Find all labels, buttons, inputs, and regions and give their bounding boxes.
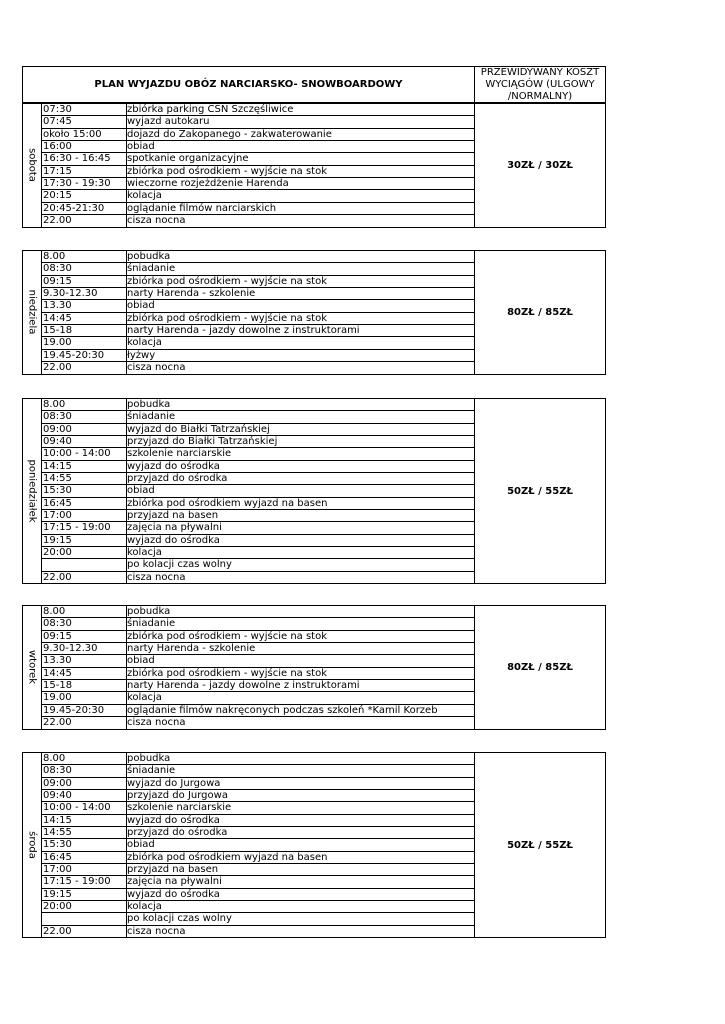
time-cell: 08:30 [41,411,127,422]
activity-cell: zajęcia na pływalni [127,522,222,534]
table-row [41,815,474,827]
time-cell: 19.45-20:30 [41,350,127,361]
time-cell: 9.30-12.30 [41,643,127,654]
activity-cell: śniadanie [127,765,176,777]
time-cell: 22.00 [41,717,127,729]
activity-cell: cisza nocna [127,925,186,937]
table-row [41,705,474,717]
activity-cell: wieczorne rozjeżdżenie Harenda [127,178,289,190]
activity-cell: przyjazd do ośrodka [127,827,228,839]
cost-header-line: PRZEWIDYWANY KOSZT [480,67,600,78]
table-row [41,778,474,790]
table-row [41,839,474,851]
activity-cell: śniadanie [127,263,176,275]
table-row [41,535,474,547]
schedule-header [22,66,606,103]
table-row [41,547,474,559]
activity-cell: śniadanie [127,618,176,630]
lift-cost-cell: 30ZŁ / 30ZŁ [474,104,605,227]
cost-header-line: WYCIĄGÓW (ULGOWY [485,79,595,90]
time-cell: 22.00 [41,362,127,374]
time-cell: 08:30 [41,618,127,629]
time-cell: 19.00 [41,337,127,348]
day-block [22,250,606,375]
activity-cell: pobudka [127,606,171,617]
day-label-cell [23,753,42,937]
day-block [22,752,606,938]
table-row [41,668,474,680]
table-row [41,901,474,913]
table-row [41,300,474,312]
activity-cell: pobudka [127,399,171,410]
day-name: środa [26,831,38,859]
activity-cell: oglądanie filmów narciarskich [127,202,277,214]
activity-cell: obiad [127,300,155,312]
time-cell: 14:15 [41,461,127,472]
time-cell: 15:30 [41,839,127,850]
time-cell: 19:15 [41,889,127,900]
day-block [22,605,606,730]
activity-cell: cisza nocna [127,571,186,583]
cost-column-header [474,67,605,102]
activity-cell: cisza nocna [127,717,186,729]
time-cell: 09:15 [41,631,127,642]
schedule-rows [41,251,474,374]
activity-cell: po kolacji czas wolny [127,913,232,925]
activity-cell: cisza nocna [127,215,186,227]
activity-cell: kolacja [127,692,162,704]
table-row [41,606,474,618]
activity-cell: zajęcia na pływalni [127,876,222,888]
day-name: niedziela [26,289,38,335]
time-cell: 9.30-12.30 [41,288,127,299]
table-row [41,190,474,202]
activity-cell: przyjazd do Jurgowa [127,790,228,802]
table-row [41,337,474,349]
activity-cell: zbiórka parking CSN Szczęśliwice [127,104,294,115]
time-cell: 22.00 [41,215,127,227]
table-row [41,448,474,460]
activity-cell: łyżwy [127,349,156,361]
activity-cell: zbiórka pod ośrodkiem - wyjście na stok [127,312,328,324]
table-row [41,876,474,888]
time-cell: 15-18 [41,680,127,691]
time-cell: 10:00 - 14:00 [41,448,127,459]
time-cell: 08:30 [41,765,127,776]
time-cell: 09:00 [41,778,127,789]
table-row [41,692,474,704]
time-cell: 17:30 - 19:30 [41,178,127,189]
table-row [41,510,474,522]
time-cell: 14:55 [41,827,127,838]
day-block [22,103,606,228]
table-row [41,166,474,178]
activity-cell: obiad [127,141,155,153]
activity-cell: zbiórka pod ośrodkiem - wyjście na stok [127,630,328,642]
activity-cell: przyjazd do ośrodka [127,473,228,485]
time-cell: 08:30 [41,263,127,274]
time-cell: 16:00 [41,141,127,152]
time-cell: 16:45 [41,498,127,509]
activity-cell: wyjazd autokaru [127,116,210,128]
table-row [41,141,474,153]
schedule-rows [41,104,474,227]
lift-cost-cell: 80ZŁ / 85ZŁ [474,606,605,729]
time-cell: 14:45 [41,668,127,679]
table-row [41,717,474,729]
table-row [41,153,474,165]
time-cell: 20:45-21:30 [41,203,127,214]
table-row [41,618,474,630]
day-label-cell [23,104,42,227]
time-cell: 17:00 [41,864,127,875]
activity-cell: przyjazd na basen [127,510,219,522]
time-cell: 14:15 [41,815,127,826]
time-cell: 20:00 [41,547,127,558]
time-cell: 15:30 [41,485,127,496]
table-row [41,852,474,864]
activity-cell: kolacja [127,190,162,202]
table-row [41,473,474,485]
time-cell: 8.00 [41,606,127,617]
time-cell: 09:00 [41,424,127,435]
table-row [41,680,474,692]
time-cell: 22.00 [41,926,127,938]
day-block [22,398,606,584]
day-name: sobota [26,148,38,183]
table-row [41,802,474,814]
activity-cell: narty Harenda - jazdy dowolne z instruktorami [127,325,360,337]
time-cell: 13.30 [41,655,127,666]
day-label-cell [23,251,42,374]
table-row [41,461,474,473]
time-cell: 8.00 [41,251,127,262]
page-title: PLAN WYJAZDU OBÓZ NARCIARSKO- SNOWBOARDOWY [94,79,403,90]
time-cell: 09:40 [41,790,127,801]
time-cell: 17:00 [41,510,127,521]
time-cell: 20:00 [41,901,127,912]
time-cell: 16:45 [41,852,127,863]
day-name: poniedziałek [26,459,38,523]
time-cell: 14:55 [41,473,127,484]
time-cell: 09:40 [41,436,127,447]
time-cell [41,559,127,570]
activity-cell: pobudka [127,251,171,262]
time-cell: 13.30 [41,300,127,311]
activity-cell: zbiórka pod ośrodkiem - wyjście na stok [127,165,328,177]
time-cell: 09:15 [41,276,127,287]
table-row [41,765,474,777]
activity-cell: narty Harenda - jazdy dowolne z instruktorami [127,680,360,692]
table-row [41,827,474,839]
table-row [41,913,474,925]
table-row [41,631,474,643]
time-cell: 8.00 [41,399,127,410]
activity-cell: zbiórka pod ośrodkiem wyjazd na basen [127,851,328,863]
table-row [41,288,474,300]
table-row [41,655,474,667]
table-row [41,643,474,655]
activity-cell: kolacja [127,337,162,349]
table-row [41,522,474,534]
activity-cell: obiad [127,485,155,497]
table-row [41,485,474,497]
table-row [41,889,474,901]
activity-cell: zbiórka pod ośrodkiem - wyjście na stok [127,667,328,679]
activity-cell: kolacja [127,901,162,913]
time-cell: 8.00 [41,753,127,764]
activity-cell: narty Harenda - szkolenie [127,643,256,655]
table-row [41,313,474,325]
activity-cell: śniadanie [127,411,176,423]
activity-cell: zbiórka pod ośrodkiem - wyjście na stok [127,275,328,287]
time-cell [41,913,127,924]
table-row [41,362,474,374]
time-cell: 15-18 [41,325,127,336]
table-row [41,203,474,215]
day-name: wtorek [26,650,38,685]
time-cell: 17:15 - 19:00 [41,876,127,887]
activity-cell: obiad [127,655,155,667]
activity-cell: narty Harenda - szkolenie [127,288,256,300]
activity-cell: szkolenie narciarskie [127,802,232,814]
table-row [41,572,474,584]
activity-cell: wyjazd do ośrodka [127,534,220,546]
lift-cost-cell: 80ZŁ / 85ZŁ [474,251,605,374]
table-row [41,424,474,436]
activity-cell: dojazd do Zakopanego - zakwaterowanie [127,128,332,140]
activity-cell: wyjazd do ośrodka [127,888,220,900]
table-row [41,325,474,337]
time-cell: 10:00 - 14:00 [41,802,127,813]
table-row [41,399,474,411]
time-cell: 17:15 - 19:00 [41,522,127,533]
time-cell: 16:30 - 16:45 [41,153,127,164]
table-row [41,263,474,275]
activity-cell: wyjazd do ośrodka [127,814,220,826]
activity-cell: wyjazd do ośrodka [127,460,220,472]
table-row [41,498,474,510]
table-row [41,116,474,128]
table-row [41,790,474,802]
activity-cell: wyjazd do Białki Tatrzańskiej [127,423,270,435]
time-cell: 17:15 [41,166,127,177]
activity-cell: zbiórka pod ośrodkiem wyjazd na basen [127,497,328,509]
table-row [41,411,474,423]
table-row [41,178,474,190]
lift-cost-cell: 50ZŁ / 55ZŁ [474,753,605,937]
table-row [41,864,474,876]
activity-cell: przyjazd do Białki Tatrzańskiej [127,436,278,448]
activity-cell: oglądanie filmów nakręconych podczas szkoleń *Kamil Korzeb [127,704,438,716]
activity-cell: kolacja [127,547,162,559]
activity-cell: szkolenie narciarskie [127,448,232,460]
table-row [41,559,474,571]
schedule-rows [41,753,474,938]
lift-cost-cell: 50ZŁ / 55ZŁ [474,399,605,583]
table-row [41,926,474,938]
schedule-rows [41,606,474,729]
time-cell: 14:45 [41,313,127,324]
time-cell: 07:45 [41,116,127,127]
cost-header-line: /NORMALNY) [507,91,573,102]
activity-cell: przyjazd na basen [127,864,219,876]
time-cell: 19.00 [41,692,127,703]
activity-cell: obiad [127,839,155,851]
time-cell: 19.45-20:30 [41,705,127,716]
time-cell: 19:15 [41,535,127,546]
table-row [41,350,474,362]
day-label-cell [23,606,42,729]
activity-cell: pobudka [127,753,171,764]
table-row [41,251,474,263]
table-row [41,215,474,227]
activity-cell: spotkanie organizacyjne [127,153,249,165]
table-row [41,129,474,141]
table-row [41,104,474,116]
time-cell: 22.00 [41,572,127,584]
activity-cell: po kolacji czas wolny [127,559,232,571]
table-row [41,753,474,765]
day-label-cell [23,399,42,583]
activity-cell: cisza nocna [127,362,186,374]
schedule-rows [41,399,474,584]
table-row [41,276,474,288]
table-row [41,436,474,448]
time-cell: 07:30 [41,104,127,115]
time-cell: około 15:00 [41,129,127,140]
time-cell: 20:15 [41,190,127,201]
activity-cell: wyjazd do Jurgowa [127,777,221,789]
